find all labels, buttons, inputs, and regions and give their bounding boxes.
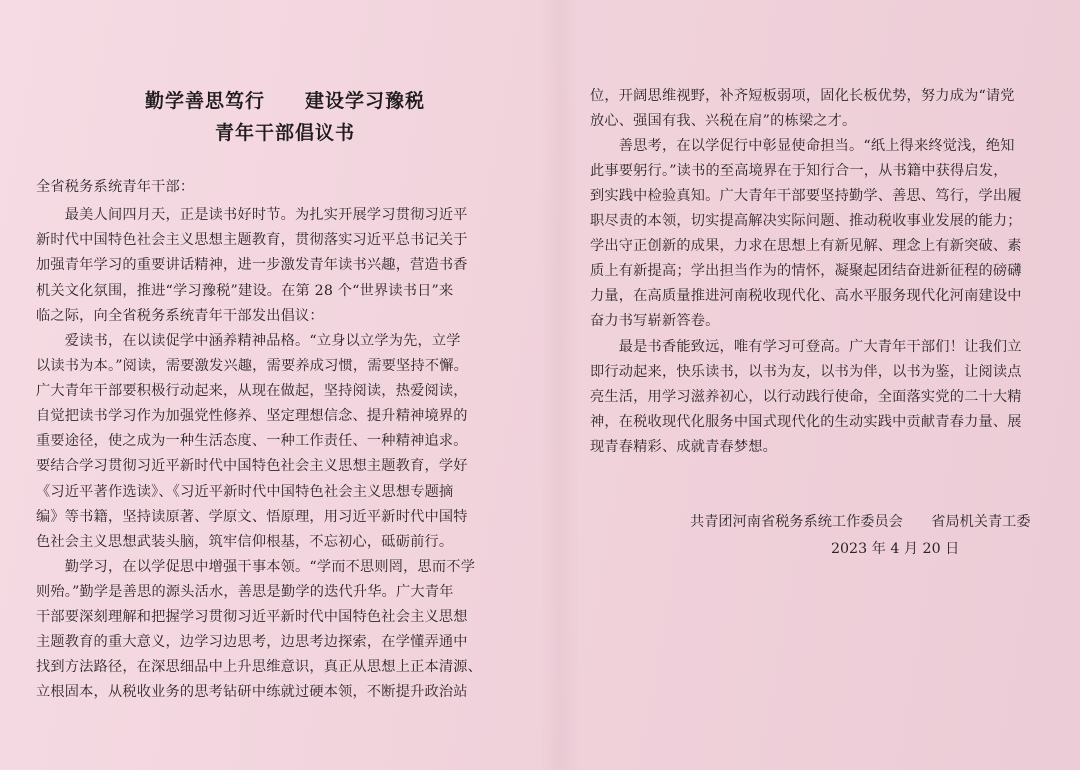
text-line: 放心、强国有我、兴税在肩”的栋梁之才。 xyxy=(590,113,857,129)
text-line: 新时代中国特色社会主义思想主题教育，贯彻落实习近平总书记关于 xyxy=(36,232,468,248)
text-line: 编》等书籍，坚持读原著、学原文、悟原理，用习近平新时代中国特 xyxy=(36,509,468,525)
signature-organization: 共青团河南省税务系统工作委员会 省局机关青工委 xyxy=(690,514,1031,530)
text-line: 爱读书，在以读促学中涵养精神品格。“立身以立学为先，立学 xyxy=(36,333,461,349)
text-line: 临之际，向全省税务系统青年干部发出倡议： xyxy=(36,308,324,324)
text-line: 亮生活，用学习滋养初心，以行动践行使命，全面落实党的二十大精 xyxy=(590,389,1022,405)
text-line: 善思考，在以学促行中彰显使命担当。“纸上得来终觉浅，绝知 xyxy=(590,138,1015,154)
document-subtitle: 青年干部倡议书 xyxy=(214,122,355,144)
text-line: 找到方法路径，在深思细品中上升思维意识，真正从思想上正本清源、 xyxy=(36,659,483,675)
text-line: 自觉把读书学习作为加强党性修养、坚定理想信念、提升精神境界的 xyxy=(36,408,468,424)
signature-date: 2023 年 4 月 20 日 xyxy=(831,541,960,557)
text-line: 则殆。”勤学是善思的源头活水，善思是勤学的迭代升华。广大青年 xyxy=(36,584,454,600)
text-line: 此事要躬行。”读书的至高境界在于知行合一，从书籍中获得启发， xyxy=(590,163,1008,179)
text-line: 最是书香能致远，唯有学习可登高。广大青年干部们！让我们立 xyxy=(590,339,1022,355)
text-line: 加强青年学习的重要讲话精神，进一步激发青年读书兴趣，营造书香 xyxy=(36,257,468,273)
text-line: 机关文化氛围，推进“学习豫税”建设。在第 28 个“世界读书日”来 xyxy=(36,283,454,299)
text-line: 神，在税收现代化服务中国式现代化的生动实践中贡献青春力量、展 xyxy=(590,414,1022,430)
text-line: 到实践中检验真知。广大青年干部要坚持勤学、善思、笃行，学出履 xyxy=(590,188,1022,204)
document-title: 勤学善思笃行 建设学习豫税 xyxy=(144,90,425,112)
text-line: 以读书为本。”阅读，需要激发兴趣，需要养成习惯，需要坚持不懈。 xyxy=(36,358,468,374)
text-line: 色社会主义思想武装头脑，筑牢信仰根基，不忘初心，砥砺前行。 xyxy=(36,534,454,550)
salutation: 全省税务系统青年干部： xyxy=(36,179,195,195)
text-line: 广大青年干部要积极行动起来，从现在做起，坚持阅读，热爱阅读， xyxy=(36,383,468,399)
text-line: 要结合学习贯彻习近平新时代中国特色社会主义思想主题教育，学好 xyxy=(36,458,468,474)
text-line: 质上有新提高；学出担当作为的情怀，凝聚起团结奋进新征程的磅礴 xyxy=(590,263,1022,279)
text-line: 干部要深刻理解和把握学习贯彻习近平新时代中国特色社会主义思想 xyxy=(36,609,468,625)
text-line: 勤学习，在以学促思中增强干事本领。“学而不思则罔，思而不学 xyxy=(36,559,476,575)
text-line: 重要途径，使之成为一种生活态度、一种工作责任、一种精神追求。 xyxy=(36,433,468,449)
text-line: 立根固本，从税收业务的思考钻研中练就过硬本领，不断提升政治站 xyxy=(36,684,468,700)
text-line: 最美人间四月天，正是读书好时节。为扎实开展学习贯彻习近平 xyxy=(36,207,468,223)
text-line: 《习近平著作选读》、《习近平新时代中国特色社会主义思想专题摘 xyxy=(36,484,454,500)
text-line: 奋力书写崭新答卷。 xyxy=(590,313,720,329)
text-line: 力量，在高质量推进河南税收现代化、高水平服务现代化河南建设中 xyxy=(590,288,1022,304)
text-line: 主题教育的重大意义，边学习边思考，边思考边探索，在学懂弄通中 xyxy=(36,634,468,650)
text-line: 位，开阔思维视野，补齐短板弱项，固化长板优势，努力成为“请党 xyxy=(590,88,1015,104)
text-line: 现青春精彩、成就青春梦想。 xyxy=(590,439,778,455)
text-line: 职尽责的本领，切实提高解决实际问题、推动税收事业发展的能力； xyxy=(590,213,1022,229)
text-line: 学出守正创新的成果，力求在思想上有新见解、理念上有新突破、素 xyxy=(590,238,1022,254)
text-line: 即行动起来，快乐读书，以书为友，以书为伴，以书为鉴，让阅读点 xyxy=(590,364,1022,380)
